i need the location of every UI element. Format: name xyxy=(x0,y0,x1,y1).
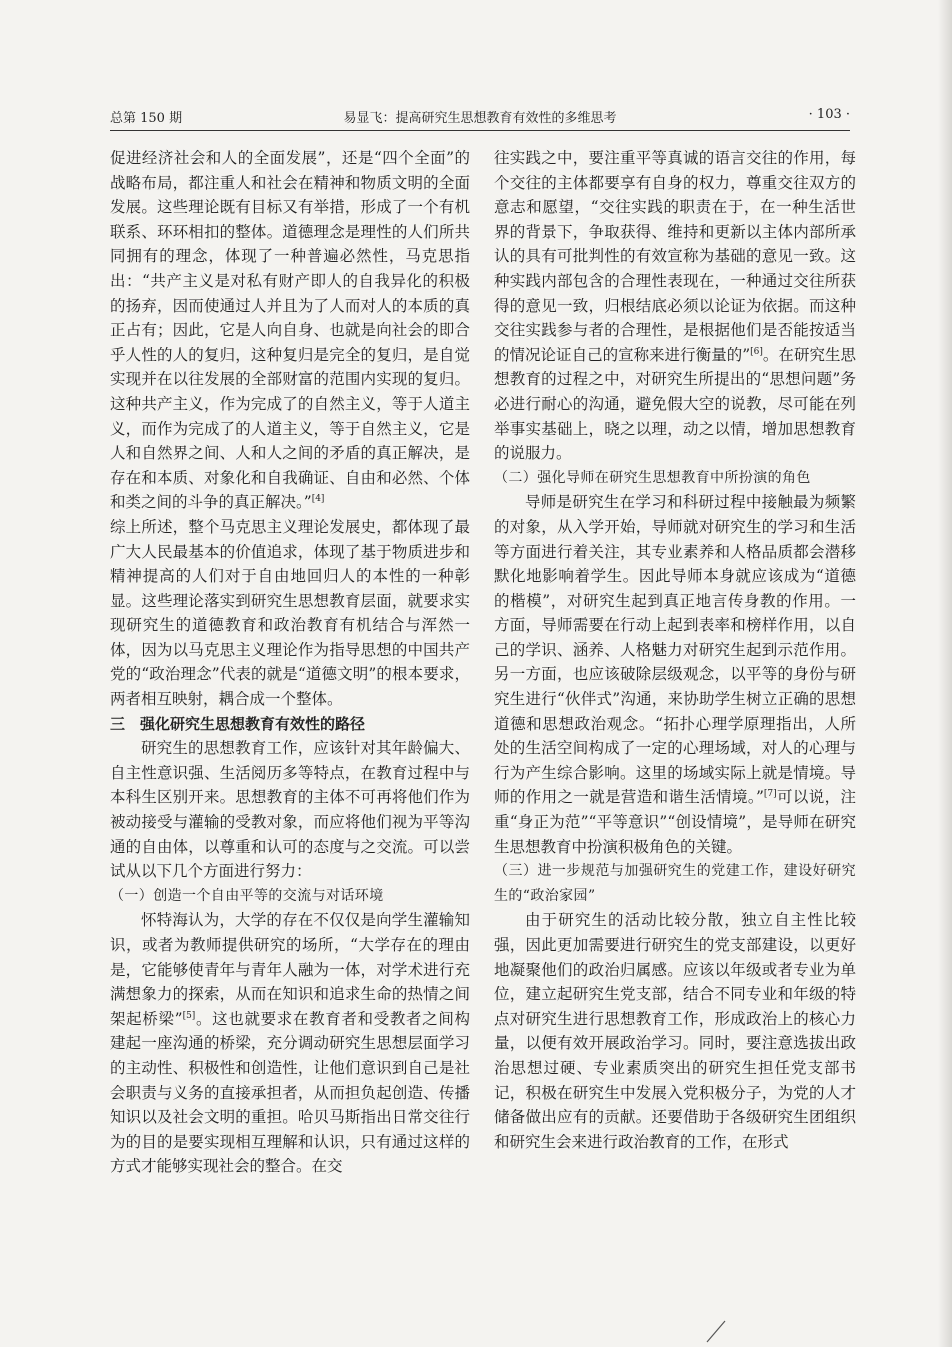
right-column xyxy=(494,146,856,1154)
paragraph xyxy=(494,146,856,466)
left-column xyxy=(110,146,470,1179)
paragraph xyxy=(110,908,470,1179)
issue-number: 总第 150 期 xyxy=(110,111,183,126)
pen-mark xyxy=(705,1318,729,1344)
paragraph-text: 往实践之中，要注重平等真诚的语言交往的作用，每个交往的主体都要享有自身的权力，尊重交往双方的意志和愿望，“交往实践的职责在于，在一种生活世界的背景下，争取获得、维持和更新以主体内部所承认的具有可批判性的有效宣称为基础的意见一致。这种实践内部包含的合理性表现在，一种通过交往所获得的意见一致，归根结底必须以论证为依据。而这种交往实践参与者的合理性，是根据他们是否能按适当的情况论证自己的宣称来进行衡量的” xyxy=(494,149,856,364)
page-edge-shadow xyxy=(938,0,952,1347)
paragraph-text: 。这也就要求在教育者和受教者之间构建起一座沟通的桥梁，充分调动研究生思想层面学习的主动性、积极性和创造性，让他们意识到自己是社会职责与义务的直接承担者，从而担负起创造、传播知识以及社会文明的重担。哈贝马斯指出日常交往行为的目的是要实现相互理解和认识，只有通过这样的方式才能够实现社会的整合。在交 xyxy=(110,1009,470,1176)
paragraph-text: 促进经济社会和人的全面发展”，还是“四个全面”的战略布局，都注重人和社会在精神和物质文明的全面发展。这些理论既有目标又有举措，形成了一个有机联系、环环相扣的整体。道德理念是理性的人们所共同拥有的理念，体现了一种普遍必然性，马克思指出：“共产主义是对私有财产即人的自我异化的积极的扬弃，因而使通过人并且为了人而对人的本质的真正占有；因此，它是人向自身、也就是向社会的即合乎人性的人的复归，这种复归是完全的复归，是自觉实现并在以往发展的全部财富的范围内实现的复归。这种共产主义，作为完成了的自然主义，等于人道主义，而作为完成了的人道主义，等于自然主义，它是人和自然界之间、人和人之间的矛盾的真正解决，是存在和本质、对象化和自我确证、自由和必然、个体和类之间的斗争的真正解决。” xyxy=(110,149,470,512)
citation: [5] xyxy=(182,1010,196,1021)
paragraph: 研究生的思想教育工作，应该针对其年龄偏大、自主性意识强、生活阅历多等特点，在教育过程中与本科生区别开来。思想教育的主体不可再将他们作为被动接受与灌输的受教对象，而应将他们视为平等沟通的自由体，以尊重和认可的态度与之交流。可以尝试从以下几个方面进行努力： xyxy=(110,739,470,881)
paragraph xyxy=(110,146,470,515)
citation: [6] xyxy=(750,346,763,357)
subsection-heading: （三）进一步规范与加强研究生的党建工作，建设好研究生的“政治家园” xyxy=(494,863,856,904)
subsection-heading: （二）强化导师在研究生思想教育中所扮演的角色 xyxy=(494,469,811,486)
paragraph: 综上所述，整个马克思主义理论发展史，都体现了最广大人民最基本的价值追求，体现了基于物质进步和精神提高的人们对于自由地回归人的本性的一种彰显。这些理论落实到研究生思想教育层面，就要求实现研究生的道德教育和政治教育有机结合与浑然一体，因为以马克思主义理论作为指导思想的中国共产党的“政治理念”代表的就是“道德文明”的根本要求，两者相互映射，耦合成一个整体。 xyxy=(110,517,470,709)
subsection-heading: （一）创造一个自由平等的交流与对话环境 xyxy=(110,887,384,904)
paragraph: 由于研究生的活动比较分散，独立自主性比较强，因此更加需要进行研究生的党支部建设，以更好地凝聚他们的政治归属感。应该以年级或者专业为单位，建立起研究生党支部，结合不同专业和年级的特点对研究生进行思想教育工作，形成政治上的核心力量，以便有效开展政治学习。同时，要注意选拔出政治思想过硬、专业素质突出的研究生担任党支部书记，积极在研究生中发展入党积极分子，为党的人才储备做出应有的贡献。还要借助于各级研究生团组织和研究生会来进行政治教育的工作，在形式 xyxy=(494,911,856,1151)
section-heading: 三 强化研究生思想教育有效性的路径 xyxy=(110,714,366,733)
paragraph-text: 怀特海认为，大学的存在不仅仅是向学生灌输知识，或者为教师提供研究的场所，“大学存在的理由是，它能够使青年与青年人融为一体，对学术进行充满想象力的探索，从而在知识和追求生命的热情之间架起桥梁” xyxy=(110,911,470,1028)
paragraph-text: 导师是研究生在学习和科研过程中接触最为频繁的对象，从入学开始，导师就对研究生的学习和生活等方面进行着关注，其专业素养和人格品质都会潜移默化地影响着学生。因此导师本身就应该成为“道德的楷模”，对研究生起到真正地言传身教的作用。一方面，导师需要在行动上起到表率和榜样作用，以自己的学识、涵养、人格魅力对研究生起到示范作用。另一方面，也应该破除层级观念，以平等的身份与研究生进行“伙伴式”沟通，来协助学生树立正确的思想道德和思想政治观念。“拓扑心理学原理指出，人所处的生活空间构成了一定的心理场域，对人的心理与行为产生综合影响。这里的场域实际上就是情境。导师的作用之一就是营造和谐生活情境。” xyxy=(494,493,856,807)
citation: [4] xyxy=(311,494,325,505)
page-number: · 103 · xyxy=(808,107,850,122)
citation: [7] xyxy=(763,789,777,800)
paragraph-text: 可以说，注重“身正为范”“平等意识”“创设情境”，是导师在研究生思想教育中扮演积极角色的关键。 xyxy=(494,788,856,856)
paragraph xyxy=(494,490,856,859)
paragraph-text: 。在研究生思想教育的过程之中，对研究生所提出的“思想问题”务必进行耐心的沟通，避免假大空的说教，尽可能在列举事实基础上，晓之以理，动之以情，增加思想教育的说服力。 xyxy=(494,345,856,463)
header-rule xyxy=(110,130,850,131)
running-header xyxy=(110,107,850,127)
running-title: 易显飞：提高研究生思想教育有效性的多维思考 xyxy=(343,111,617,126)
